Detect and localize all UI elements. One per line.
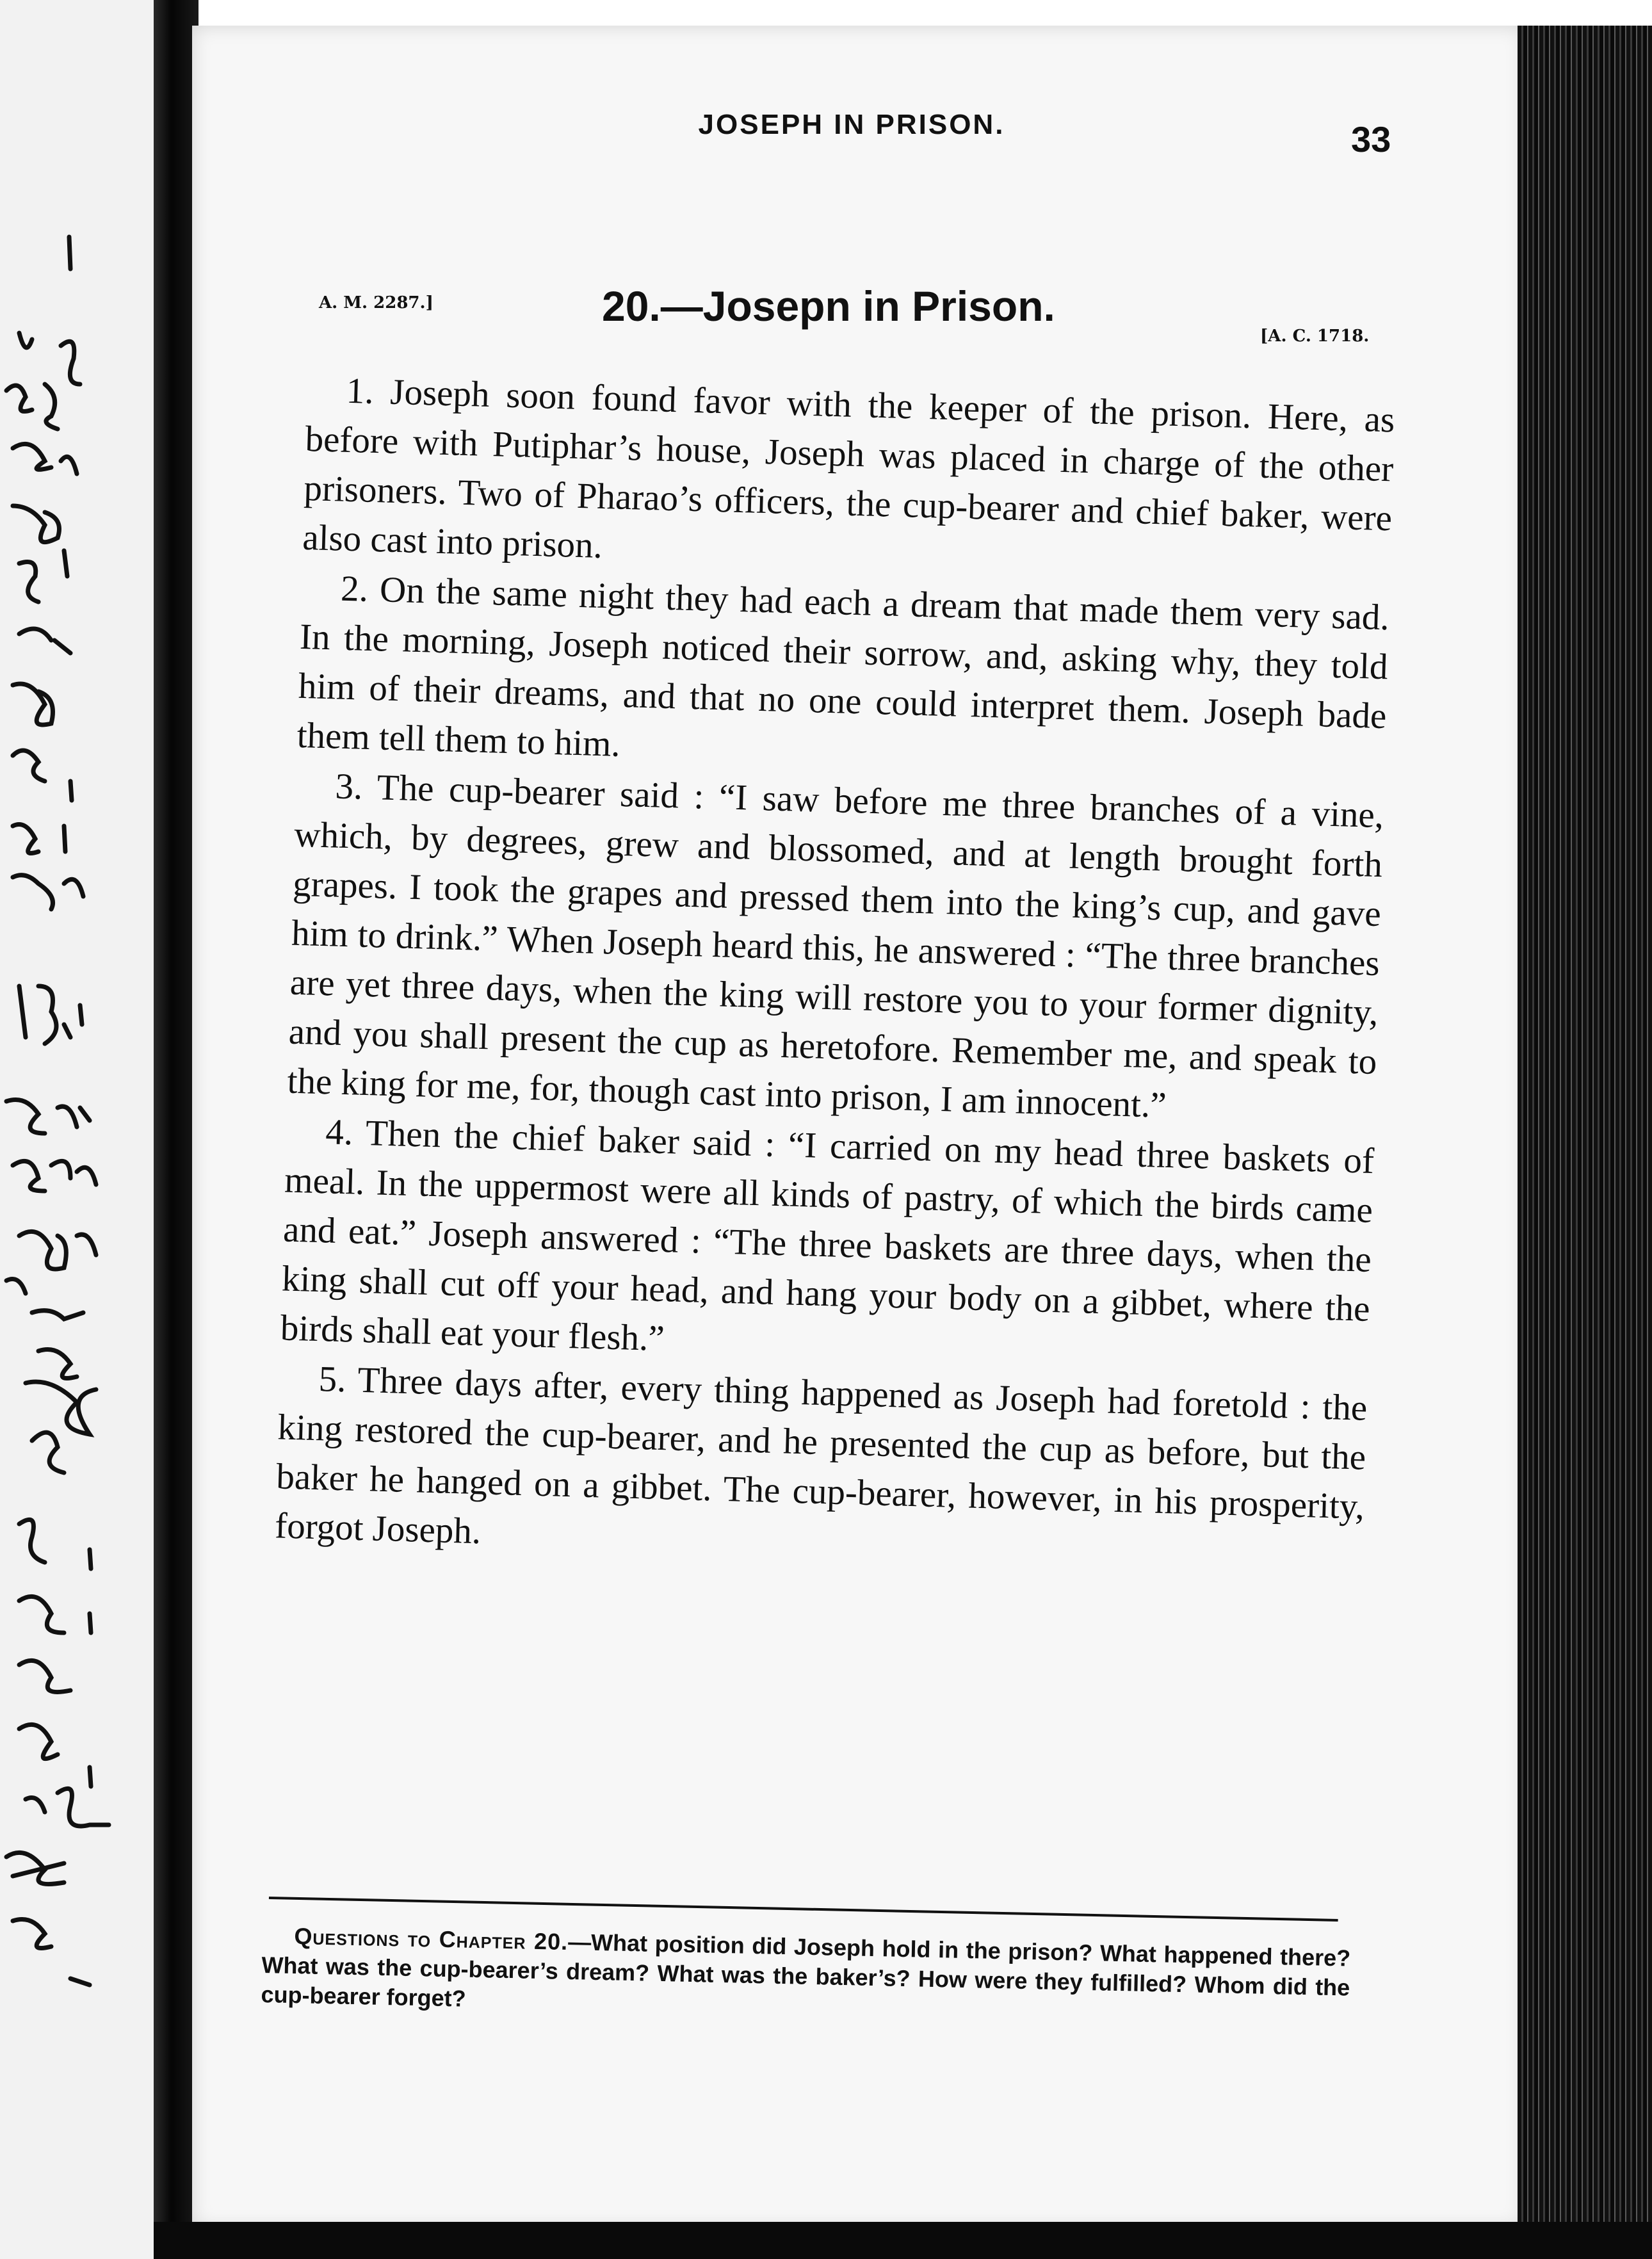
paragraph-2: 2. On the same night they had each a dream that made them very sad. In the morning, Joseph noticed their sorrow, and, asking why, they told him of their dreams, and that no one could interpret them. Joseph bade them tell them to him. xyxy=(296,568,1390,765)
page-stack-edge xyxy=(1518,26,1652,2259)
questions-text: —What position did Joseph hold in the prison? What happened there? What was the cup-bearer’s dream? What was the baker’s? How were they fulfilled? Whom did the cup-bearer forget? xyxy=(261,1929,1351,2012)
left-page-edge xyxy=(0,0,154,2259)
paragraph-5: 5. Three days after, every thing happened as Joseph had foretold : the king restored the cup-bearer, and he presented the cup as before, but the baker he hanged on a gibbet. The cup-bearer, however, in his prosperity, forgot Joseph. xyxy=(274,1359,1368,1552)
paragraph-4: 4. Then the chief baker said : “I carried on my head three baskets of meal. In the uppermost were all kinds of pastry, of which the birds came and eat.” Joseph answered : “The three baskets are three days, when the king shall cut off your head, and hang your body on a gibbet, where the birds shall eat your flesh.” xyxy=(280,1112,1375,1359)
page-number: 33 xyxy=(1351,119,1391,159)
bottom-shadow xyxy=(154,2222,1652,2259)
date-left: A. M. 2287.] xyxy=(319,293,433,312)
paragraph-1: 1. Joseph soon found favor with the keeper of the prison. Here, as before with Putiphar’s house, Joseph was placed in charge of the other prisoners. Two of Pharao’s officers, the cup-bearer and chief baker, were also cast into prison. xyxy=(302,370,1396,566)
chapter-title: 20.—Josepn in Prison. xyxy=(602,282,1055,330)
chapter-body xyxy=(274,365,1395,1582)
running-head: JOSEPH IN PRISON. xyxy=(698,109,1005,140)
handwritten-marginalia xyxy=(0,0,154,2259)
date-right: [A. C. 1718. xyxy=(1260,327,1370,346)
paragraph-3: 3. The cup-bearer said : “I saw before me three branches of a vine, which, by degrees, grew and blossomed, and at length brought forth grapes. I took the grapes and pressed them into the king’s cup, and gave him to drink.” When Joseph heard this, he answered : “The three branches are yet three days, when the king will restore you to your former dignity, and you shall present the cup as heretofore. Remember me, and speak to the king for me, for, though cast into prison, I am innocent.” xyxy=(286,766,1384,1126)
questions-heading: Questions to Chapter 20. xyxy=(294,1923,569,1955)
